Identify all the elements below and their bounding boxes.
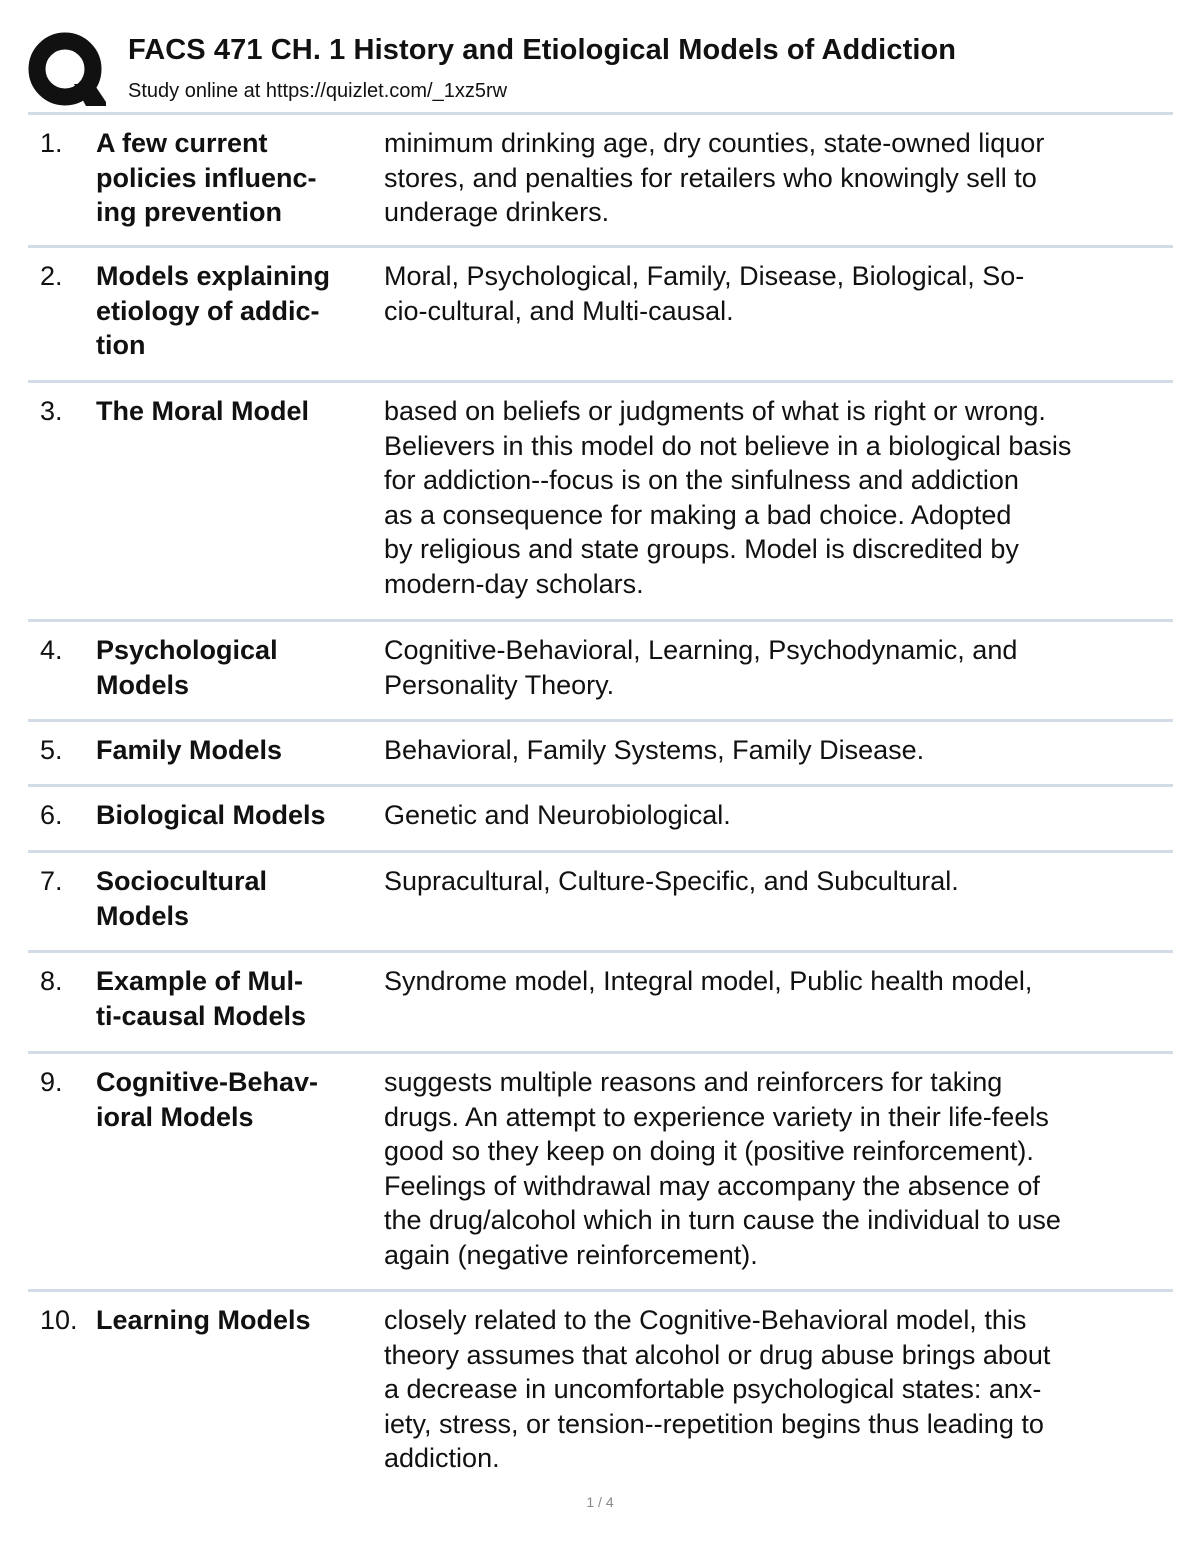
card-definition: Supracultural, Culture-Specific, and Subcultural. — [384, 866, 959, 896]
flashcard-list — [28, 115, 1173, 1492]
card-term: Sociocultural Models — [96, 866, 268, 931]
card-term: Models explaining etiology of addic- tion — [96, 261, 331, 360]
card-definition: Cognitive-Behavioral, Learning, Psychodynamic, and Personality Theory. — [384, 635, 1018, 700]
flashcard — [28, 1054, 1173, 1292]
flashcard — [28, 622, 1173, 722]
card-number: 1. — [40, 128, 63, 158]
flashcard — [28, 115, 1173, 248]
card-definition: minimum drinking age, dry counties, state-owned liquor stores, and penalties for retailers who knowingly sell to underage drinkers. — [384, 128, 1045, 227]
study-link[interactable]: Study online at https://quizlet.com/_1xz5rw — [128, 80, 508, 102]
card-definition: Moral, Psychological, Family, Disease, Biological, So- cio-cultural, and Multi-causal. — [384, 261, 1025, 326]
flashcard — [28, 853, 1173, 953]
card-number: 5. — [40, 735, 63, 765]
flashcard — [28, 383, 1173, 622]
card-term: Example of Mul- ti-causal Models — [96, 966, 307, 1031]
page-number: 1 / 4 — [586, 1494, 614, 1510]
flashcard — [28, 1292, 1173, 1492]
flashcard — [28, 722, 1173, 787]
card-definition: Behavioral, Family Systems, Family Disease. — [384, 735, 925, 765]
card-number: 2. — [40, 261, 63, 291]
card-definition: Syndrome model, Integral model, Public health model, — [384, 966, 1033, 996]
card-number: 3. — [40, 396, 63, 426]
card-term: Learning Models — [96, 1305, 311, 1335]
card-term: Cognitive-Behav- ioral Models — [96, 1067, 319, 1132]
card-number: 10. — [40, 1305, 78, 1335]
quizlet-logo-icon — [28, 32, 106, 110]
card-term: Psychological Models — [96, 635, 278, 700]
card-term: Biological Models — [96, 800, 326, 830]
card-definition: closely related to the Cognitive-Behavioral model, this theory assumes that alcohol or drug abuse brings about a decrease in uncomfortable psychological states: anx- iety, stress, or tension--repetition begins thus leading to addiction. — [384, 1305, 1051, 1473]
flashcard — [28, 787, 1173, 853]
page-title: FACS 471 CH. 1 History and Etiological Models of Addiction — [128, 34, 957, 66]
card-definition: suggests multiple reasons and reinforcers for taking drugs. An attempt to experience variety in their life-feels good so they keep on doing it (positive reinforcement). Feelings of withdrawal may accompany the absence of the drug/alcohol which in turn cause the individual to use again (negative reinforcement). — [384, 1067, 1061, 1270]
card-term: A few current policies influenc- ing prevention — [96, 128, 317, 227]
card-number: 4. — [40, 635, 63, 665]
card-definition: based on beliefs or judgments of what is right or wrong. Believers in this model do not believe in a biological basis for addiction--focus is on the sinfulness and addiction as a consequence for making a bad choice. Adopted by religious and state groups. Model is discredited by modern-day scholars. — [384, 396, 1072, 599]
card-term: The Moral Model — [96, 396, 310, 426]
card-term: Family Models — [96, 735, 283, 765]
card-number: 6. — [40, 800, 63, 830]
card-number: 7. — [40, 866, 63, 896]
card-definition: Genetic and Neurobiological. — [384, 800, 731, 830]
card-number: 9. — [40, 1067, 63, 1097]
card-number: 8. — [40, 966, 63, 996]
page-header — [28, 28, 1178, 110]
flashcard — [28, 248, 1173, 383]
flashcard — [28, 953, 1173, 1054]
